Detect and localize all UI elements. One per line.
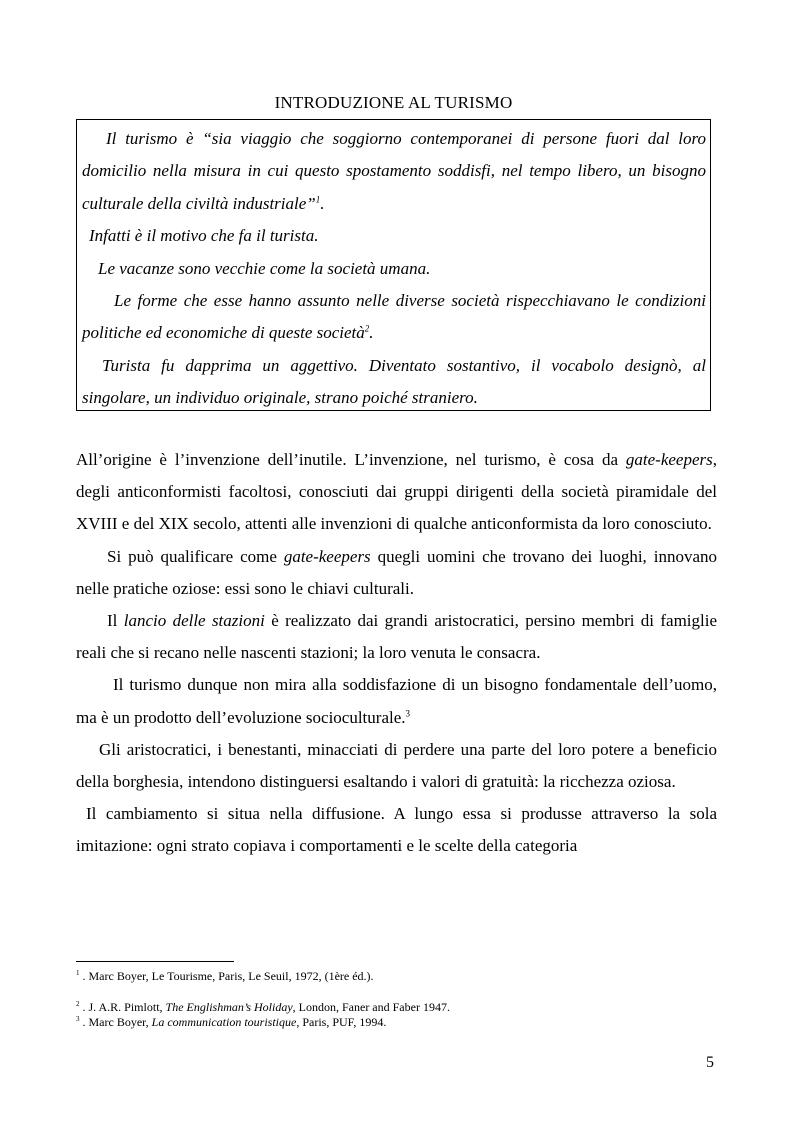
quote-paragraph <box>82 285 706 350</box>
footnote-book-title: The Englishman’s Holiday <box>165 1000 293 1014</box>
paragraph-text: Il turismo dunque non mira alla soddisfazione di un bisogno fondamentale dell’uomo, ma è un prodotto dell’evoluzione socioculturale. <box>76 675 717 727</box>
footnote-text: . J. A.R. Pimlott, <box>79 1000 166 1014</box>
page-number: 5 <box>706 1054 714 1071</box>
footnote-text: , Paris, PUF, 1994. <box>296 1015 387 1029</box>
footnote-text: , London, Faner and Faber 1947. <box>292 1000 450 1014</box>
body-text <box>76 444 717 863</box>
footnote-3 <box>76 1015 386 1030</box>
quote-box <box>76 119 711 411</box>
paragraph-text: Il <box>107 611 124 631</box>
paragraph-text: All’origine è l’invenzione dell’inutile. L’invenzione, nel turismo, è cosa da <box>76 450 626 469</box>
quote-text: Le forme che esse hanno assunto nelle diverse società rispecchiavano le condizioni politiche ed economiche di queste società <box>82 291 706 343</box>
body-paragraph <box>76 669 717 733</box>
footnote-text: . Marc Boyer, <box>79 1015 152 1029</box>
body-paragraph <box>76 444 717 541</box>
quote-paragraph: Turista fu dapprima un aggettivo. Diventato sostantivo, il vocabolo designò, al singolare, un individuo originale, strano poiché straniero. <box>82 355 706 408</box>
footnote-reference: 1 <box>315 194 321 205</box>
paragraph-text: Si può qualificare come <box>107 546 284 566</box>
quote-punctuation: . <box>369 323 374 343</box>
quote-paragraph <box>82 123 706 220</box>
body-paragraph <box>76 541 717 605</box>
footnote-marker: 2 <box>76 1000 80 1008</box>
footnote-1 <box>76 969 374 984</box>
quote-text: Il turismo è “sia viaggio che soggiorno contemporanei di persone fuori dal loro domicilio nella misura in cui questo spostamento soddisfi, nel tempo libero, un bisogno culturale della civiltà industriale” <box>82 129 706 213</box>
body-paragraph: Il cambiamento si situa nella diffusione. A lungo essa si produsse attraverso la sola imitazione: ogni strato copiava i comportamenti e le scelte della categoria <box>76 804 717 856</box>
paragraph-text: , degli anticonformisti facoltosi, conosciuti dai gruppi dirigenti della società piramidale del XVIII e del XIX secolo, attenti alle invenzioni di qualche anticonformista da loro conosciuto. <box>76 450 717 534</box>
paragraph-text: quegli uomini che trovano dei luoghi, innovano nelle pratiche oziose: essi sono le chiavi culturali. <box>76 546 717 598</box>
italic-term: lancio delle stazioni <box>123 611 265 631</box>
footnote-2 <box>76 1000 450 1015</box>
quote-paragraph: Infatti è il motivo che fa il turista. <box>89 226 319 246</box>
footnote-marker: 1 <box>76 969 80 977</box>
italic-term: gate-keepers <box>283 546 371 566</box>
footnote-book-title: La communication touristique <box>151 1015 297 1029</box>
footnote-text: . Marc Boyer, Le Tourisme, Paris, Le Seuil, 1972, (1ère éd.). <box>79 969 374 983</box>
italic-term: gate-keepers <box>625 450 713 469</box>
paragraph-text: è realizzato dai grandi aristocratici, persino membri di famiglie reali che si recano nelle nascenti stazioni; la loro venuta le consacra. <box>76 611 718 663</box>
page-title: INTRODUZIONE AL TURISMO <box>274 93 513 112</box>
footnote-reference: 3 <box>405 707 411 718</box>
quote-punctuation: . <box>320 193 325 213</box>
footnote-marker: 3 <box>76 1015 80 1023</box>
body-paragraph: Gli aristocratici, i benestanti, minacciati di perdere una parte del loro potere a beneficio della borghesia, intendono distinguersi esaltando i valori di gratuità: la ricchezza oziosa. <box>76 739 717 792</box>
footnote-reference: 2 <box>364 323 370 334</box>
quote-paragraph: Le vacanze sono vecchie come la società umana. <box>98 258 431 278</box>
footnote-divider <box>76 961 234 962</box>
body-paragraph <box>76 605 717 669</box>
